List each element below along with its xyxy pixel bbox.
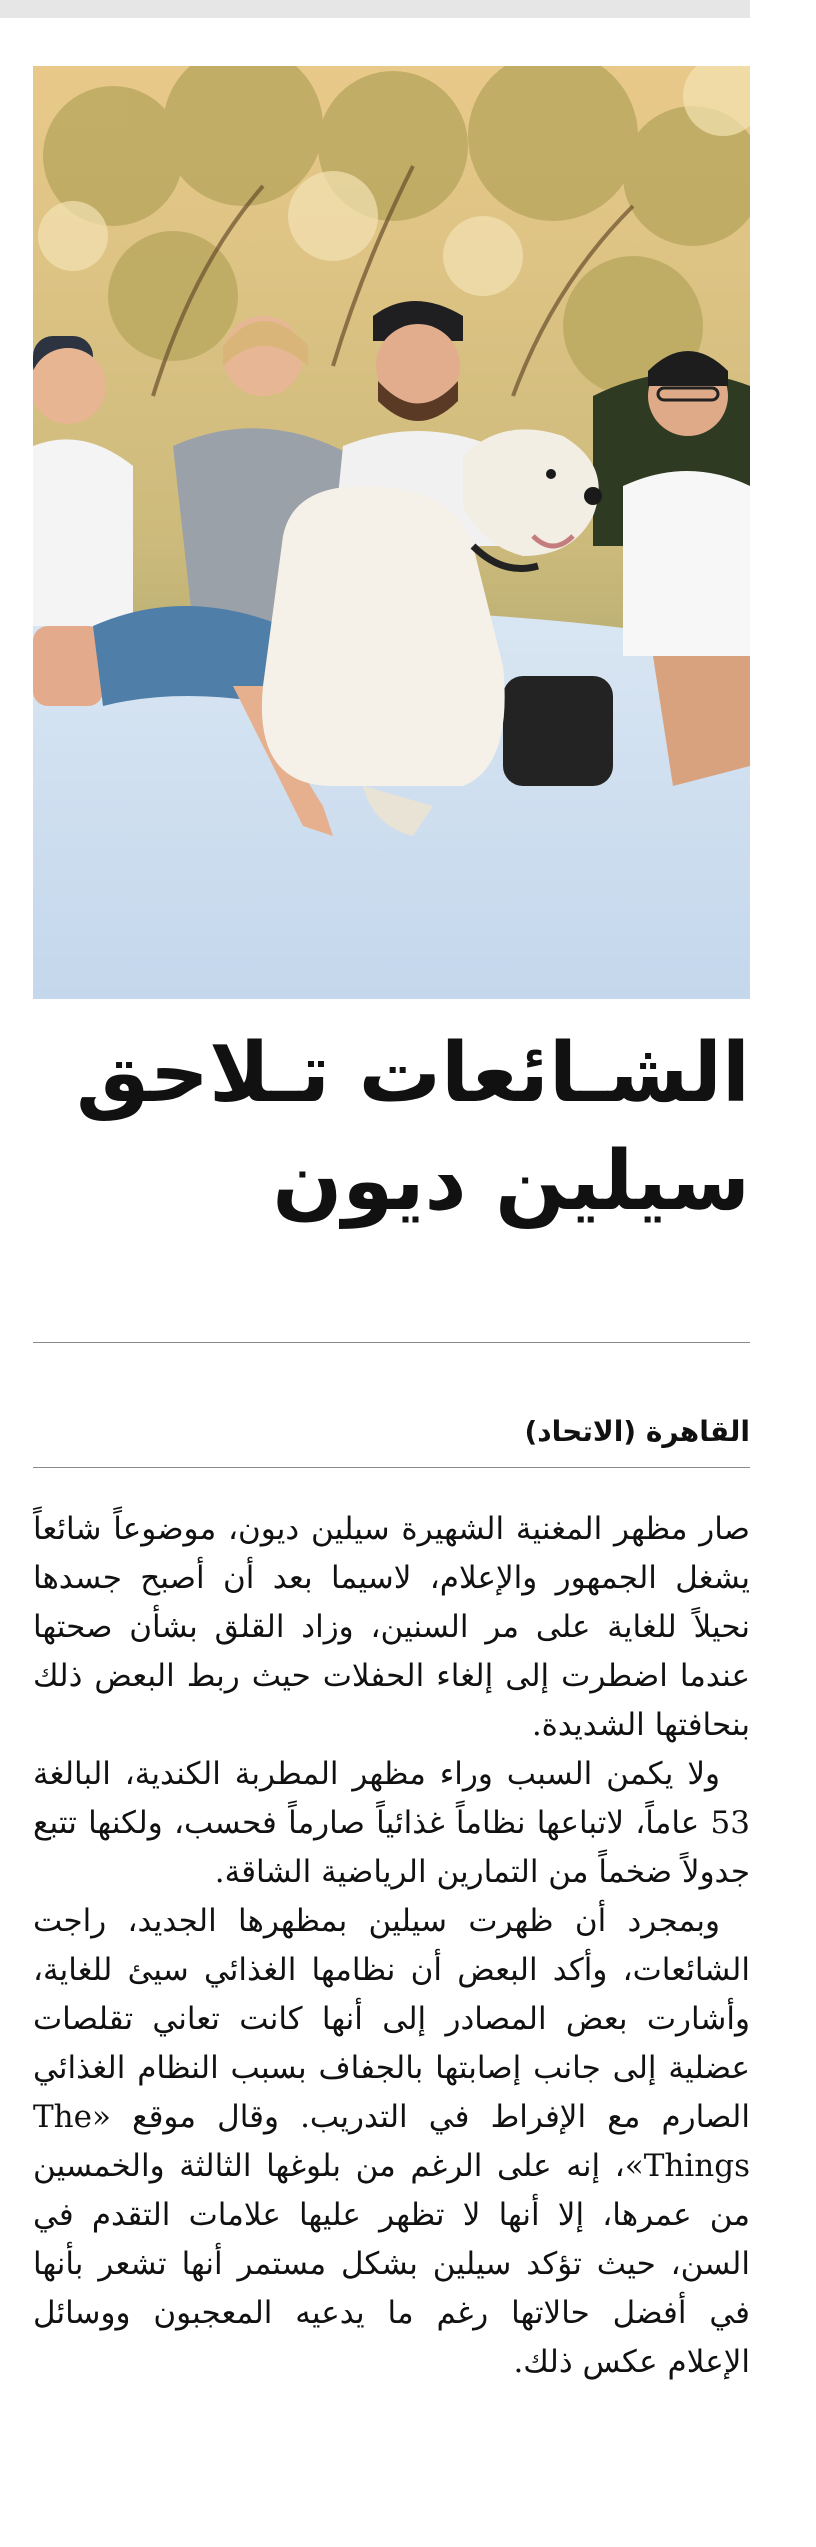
top-gray-bar xyxy=(0,0,750,18)
article-headline xyxy=(50,1020,750,1236)
headline-line-2: سيلين ديون xyxy=(272,1134,750,1229)
article-body xyxy=(33,1505,750,2387)
section-divider-top xyxy=(33,1342,750,1343)
family-with-dog-photo xyxy=(33,66,750,999)
headline-line-1: الشـائعات تـلاحق xyxy=(75,1026,750,1121)
section-divider-bottom xyxy=(33,1467,750,1468)
article-photo xyxy=(33,66,750,999)
article-paragraph-1: صار مظهر المغنية الشهيرة سيلين ديون، موضوعاً شائعاً يشغل الجمهور والإعلام، لاسيما بعد أن أصبح جسدها نحيلاً للغاية على مر السنين، وزاد القلق بشأن صحتها عندما اضطرت إلى إلغاء الحفلات حيث ربط البعض ذلك بنحافتها الشديدة. xyxy=(33,1511,750,1743)
article-paragraph-3: وبمجرد أن ظهرت سيلين بمظهرها الجديد، راجت الشائعات، وأكد البعض أن نظامها الغذائي سيئ للغاية، وأشارت بعض المصادر إلى أنها كانت تعاني تقلصات عضلية إلى جانب إصابتها بالجفاف بسبب النظام الغذائي الصارم مع الإفراط في التدريب. وقال موقع «The Things»، إنه على الرغم من بلوغها الثالثة والخمسين من عمرها، إلا أنها لا تظهر عليها علامات التقدم في السن، حيث تؤكد سيلين بشكل مستمر أنها تشعر بأنها في أفضل حالاتها رغم ما يدعيه المعجبون ووسائل الإعلام عكس ذلك. xyxy=(33,1903,750,2380)
dateline: القاهرة (الاتحاد) xyxy=(524,1415,750,1448)
article-paragraph-2: ولا يكمن السبب وراء مظهر المطربة الكندية، البالغة 53 عاماً، لاتباعها نظاماً غذائياً صارماً فحسب، ولكنها تتبع جدولاً ضخماً من التمارين الرياضية الشاقة. xyxy=(33,1756,750,1890)
